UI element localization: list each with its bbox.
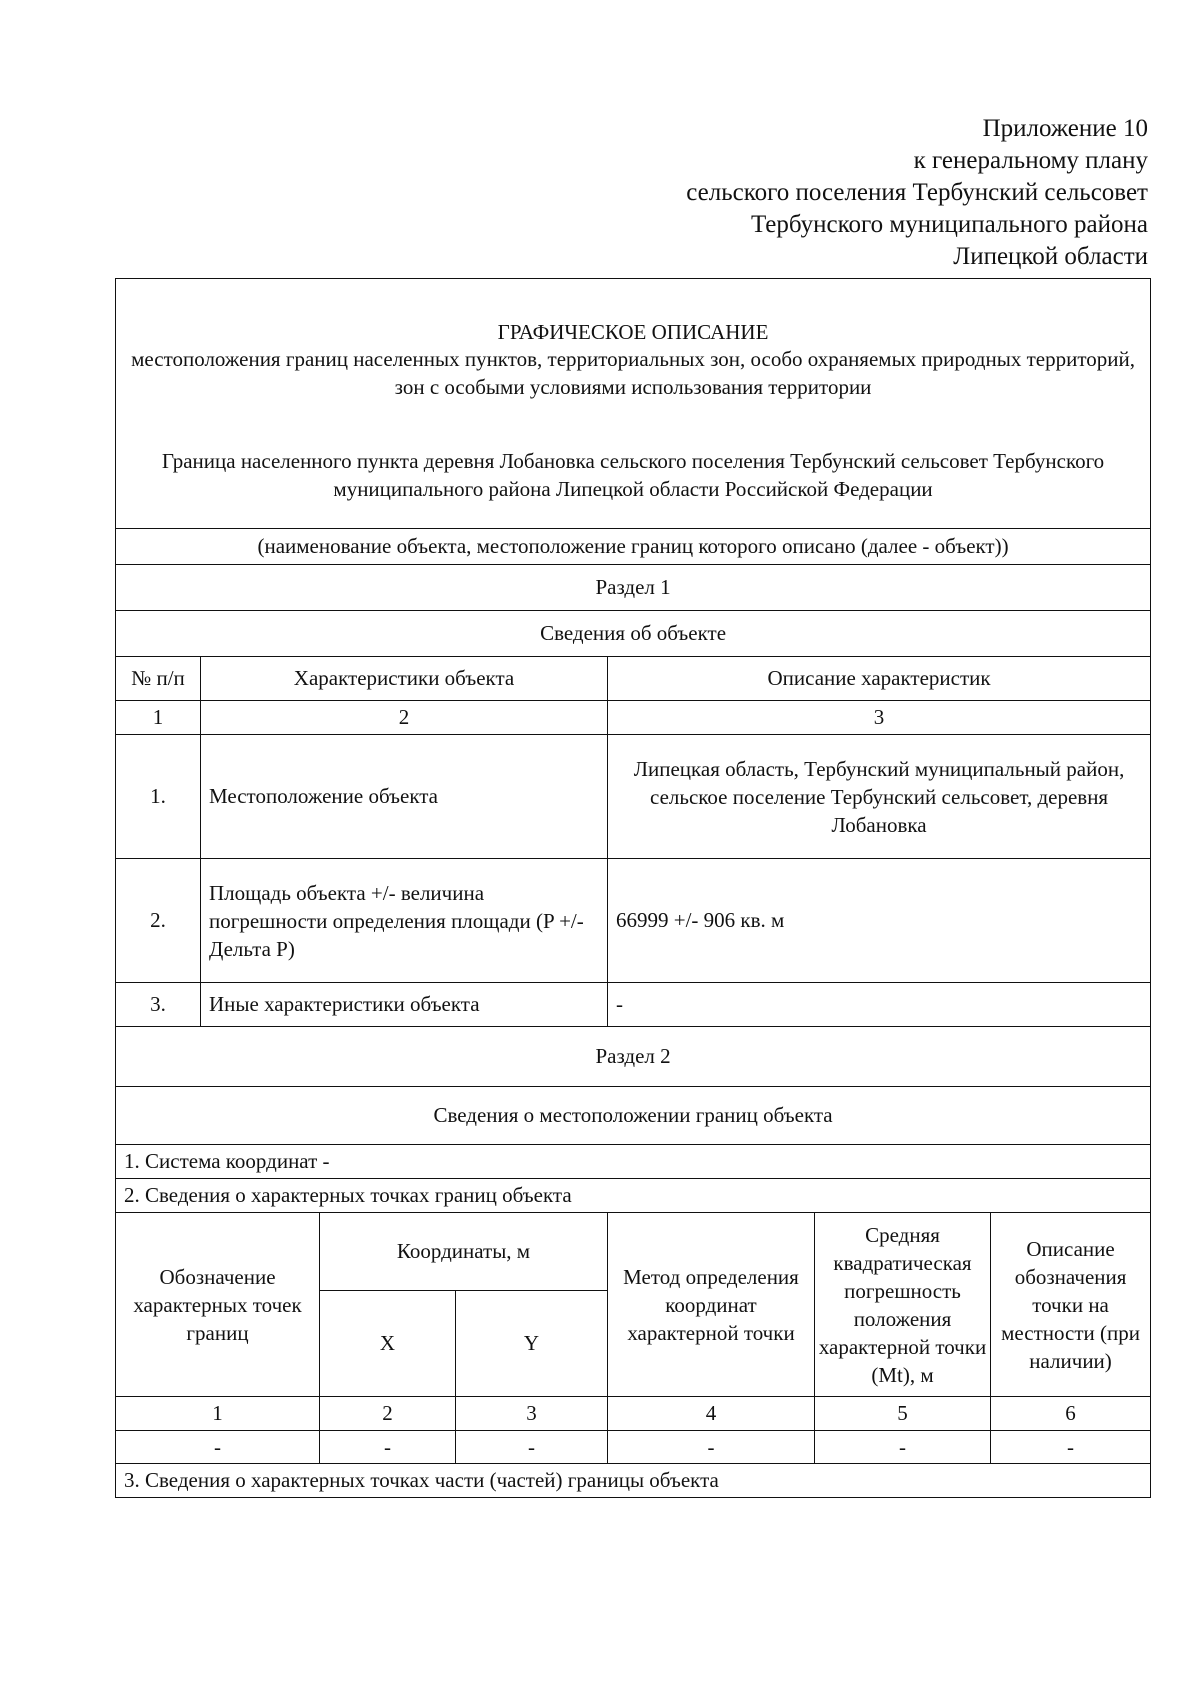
col-header-description: Описание характеристик (608, 657, 1151, 701)
points-header-error: Средняя квадратическая погрешность положения характерной точки (Mt), м (815, 1213, 991, 1397)
points-col-index: 4 (608, 1397, 815, 1431)
points-col-index: 2 (320, 1397, 456, 1431)
section1-title: Раздел 1 (116, 565, 1151, 611)
appendix-line: Тербунского муниципального района (750, 211, 1148, 238)
row-name: Местоположение объекта (201, 735, 608, 859)
points-cell: - (991, 1431, 1151, 1464)
col-index: 3 (608, 701, 1151, 735)
row-num: 3. (116, 983, 201, 1027)
points-header-x: X (320, 1291, 456, 1397)
row-value: 66999 +/- 906 кв. м (608, 859, 1151, 983)
table-row (116, 1431, 1151, 1464)
document-title: ГРАФИЧЕСКОЕ ОПИСАНИЕ (497, 319, 769, 344)
points-cell: - (815, 1431, 991, 1464)
points-col-index: 5 (815, 1397, 991, 1431)
parts-title: 3. Сведения о характерных точках части (частей) границы объекта (116, 1464, 1151, 1498)
points-cell: - (608, 1431, 815, 1464)
table-row (116, 859, 1151, 983)
col-header-num: № п/п (116, 657, 201, 701)
col-header-characteristics: Характеристики объекта (201, 657, 608, 701)
document-subtitle: местоположения границ населенных пунктов, территориальных зон, особо охраняемых природных территорий, зон с особыми условиями использования территории (131, 346, 1135, 399)
appendix-line: к генеральному плану (913, 147, 1148, 174)
section2-title: Раздел 2 (116, 1027, 1151, 1087)
row-value: Липецкая область, Тербунский муниципальный район, сельское поселение Тербунский сельсовет, деревня Лобановка (608, 735, 1151, 859)
points-title: 2. Сведения о характерных точках границ объекта (116, 1179, 1151, 1213)
row-num: 2. (116, 859, 201, 983)
graphic-description-table (115, 278, 1151, 1498)
table-row (116, 983, 1151, 1027)
appendix-block (686, 113, 1148, 273)
object-name: Граница населенного пункта деревня Лобановка сельского поселения Тербунский сельсовет Тербунского муниципального района Липецкой области Российской Федерации (161, 448, 1105, 501)
col-index: 1 (116, 701, 201, 735)
row-value: - (608, 983, 1151, 1027)
object-caption: (наименование объекта, местоположение границ которого описано (далее - объект)) (116, 529, 1151, 565)
row-name: Площадь объекта +/- величина погрешности определения площади (P +/- Дельта P) (201, 859, 608, 983)
points-cell: - (320, 1431, 456, 1464)
points-col-index: 1 (116, 1397, 320, 1431)
appendix-line: Липецкой области (953, 243, 1148, 270)
table-row (116, 735, 1151, 859)
points-col-index: 6 (991, 1397, 1151, 1431)
appendix-line: сельского поселения Тербунский сельсовет (686, 179, 1148, 206)
points-col-index: 3 (456, 1397, 608, 1431)
points-cell: - (116, 1431, 320, 1464)
appendix-line: Приложение 10 (982, 115, 1148, 142)
section2-subtitle: Сведения о местоположении границ объекта (116, 1087, 1151, 1145)
col-index: 2 (201, 701, 608, 735)
points-header-method: Метод определения координат характерной точки (608, 1213, 815, 1397)
document-header (116, 279, 1151, 529)
points-header-marking: Описание обозначения точки на местности (при наличии) (991, 1213, 1151, 1397)
section1-subtitle: Сведения об объекте (116, 611, 1151, 657)
row-num: 1. (116, 735, 201, 859)
row-name: Иные характеристики объекта (201, 983, 608, 1027)
points-cell: - (456, 1431, 608, 1464)
points-header-designation: Обозначение характерных точек границ (116, 1213, 320, 1397)
points-header-coordinates: Координаты, м (320, 1213, 608, 1291)
coordinate-system: 1. Система координат - (116, 1145, 1151, 1179)
points-header-y: Y (456, 1291, 608, 1397)
